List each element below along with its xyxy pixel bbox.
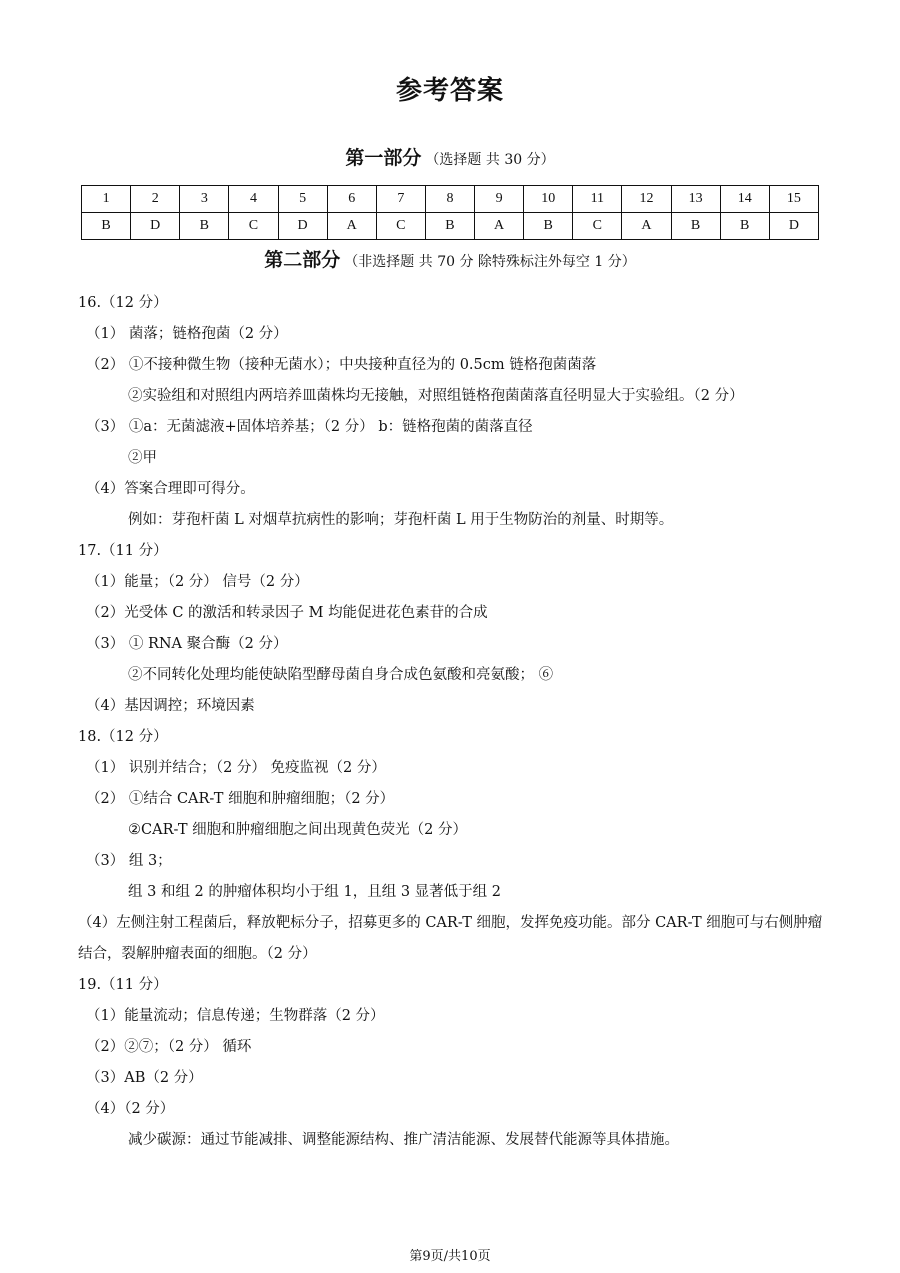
answer-line: ②不同转化处理均能使缺陷型酵母菌自身合成色氨酸和亮氨酸； ⑥ bbox=[128, 667, 554, 683]
question-number: 10 bbox=[524, 186, 573, 213]
answer-cell: B bbox=[524, 213, 573, 240]
part2-heading bbox=[0, 245, 900, 272]
part1-note: （选择题 共 30 分） bbox=[425, 152, 555, 168]
part2-title: 第二部分 bbox=[264, 249, 341, 271]
answer-line: （1） 识别并结合；（2 分） 免疫监视（2 分） bbox=[86, 760, 386, 776]
answer-cell: B bbox=[180, 213, 229, 240]
answer-cell: D bbox=[131, 213, 180, 240]
question-number: 9 bbox=[475, 186, 524, 213]
question-heading: 18.（12 分） bbox=[78, 729, 168, 745]
part2-note: （非选择题 共 70 分 除特殊标注外每空 1 分） bbox=[344, 254, 636, 270]
answer-line: （3） 组 3； bbox=[86, 853, 172, 869]
question-number: 1 bbox=[82, 186, 131, 213]
answer-line: （1）能量；（2 分） 信号（2 分） bbox=[86, 574, 309, 590]
question-heading: 17.（11 分） bbox=[78, 543, 168, 559]
answer-cell: B bbox=[425, 213, 474, 240]
question-number: 12 bbox=[622, 186, 671, 213]
answer-line: （2）光受体 C 的激活和转录因子 M 均能促进花色素苷的合成 bbox=[86, 605, 488, 621]
answer-line: （2） ①结合 CAR-T 细胞和肿瘤细胞；（2 分） bbox=[86, 791, 395, 807]
answer-cell: C bbox=[573, 213, 622, 240]
answer-line: 减少碳源：通过节能减排、调整能源结构、推广清洁能源、发展替代能源等具体措施。 bbox=[128, 1132, 679, 1148]
answer-cell: B bbox=[720, 213, 769, 240]
answer-table-number-row bbox=[82, 186, 819, 213]
answer-line: ②实验组和对照组内两培养皿菌株均无接触，对照组链格孢菌菌落直径明显大于实验组。（2 分） bbox=[128, 388, 744, 404]
question-number: 13 bbox=[671, 186, 720, 213]
answer-cell: C bbox=[229, 213, 278, 240]
answer-cell: B bbox=[82, 213, 131, 240]
question-number: 8 bbox=[425, 186, 474, 213]
answer-body bbox=[78, 288, 823, 1156]
answer-line: （4）基因调控；环境因素 bbox=[86, 698, 255, 714]
question-number: 11 bbox=[573, 186, 622, 213]
answer-line: 组 3 和组 2 的肿瘤体积均小于组 1，且组 3 显著低于组 2 bbox=[128, 884, 501, 900]
answer-cell: A bbox=[475, 213, 524, 240]
question-number: 15 bbox=[769, 186, 818, 213]
question-heading: 19.（11 分） bbox=[78, 977, 168, 993]
part1-title: 第一部分 bbox=[345, 147, 422, 169]
question-heading: 16.（12 分） bbox=[78, 295, 168, 311]
question-number: 3 bbox=[180, 186, 229, 213]
answer-cell: C bbox=[376, 213, 425, 240]
answer-line: （2）②⑦；（2 分） 循环 bbox=[86, 1039, 252, 1055]
answer-cell: D bbox=[278, 213, 327, 240]
answer-line: （3） ①a：无菌滤液+固体培养基；（2 分） b：链格孢菌的菌落直径 bbox=[86, 419, 533, 435]
answer-cell: D bbox=[769, 213, 818, 240]
question-number: 14 bbox=[720, 186, 769, 213]
page-footer: 第9页/共10页 bbox=[409, 1249, 491, 1264]
answer-line: ②CAR-T 细胞和肿瘤细胞之间出现黄色荧光（2 分） bbox=[128, 822, 467, 838]
answer-table bbox=[81, 185, 819, 240]
answer-line: （1） 菌落；链格孢菌（2 分） bbox=[86, 326, 288, 342]
answer-line: （3）AB（2 分） bbox=[86, 1070, 203, 1086]
question-number: 7 bbox=[376, 186, 425, 213]
question-number: 6 bbox=[327, 186, 376, 213]
answer-line: （4）答案合理即可得分。 bbox=[86, 481, 255, 497]
answer-line: （3） ① RNA 聚合酶（2 分） bbox=[86, 636, 288, 652]
answer-line: ②甲 bbox=[128, 450, 157, 466]
answer-paragraph: （4）左侧注射工程菌后，释放靶标分子，招募更多的 CAR-T 细胞，发挥免疫功能。部分 CAR-T 细胞可与右侧肿瘤结合，裂解肿瘤表面的细胞。（2 分） bbox=[78, 915, 823, 962]
answer-line: （4）（2 分） bbox=[86, 1101, 175, 1117]
question-number: 2 bbox=[131, 186, 180, 213]
answer-line: （1）能量流动；信息传递；生物群落（2 分） bbox=[86, 1008, 385, 1024]
answer-table-answer-row bbox=[82, 213, 819, 240]
question-number: 5 bbox=[278, 186, 327, 213]
answer-cell: A bbox=[622, 213, 671, 240]
answer-line: 例如：芽孢杆菌 L 对烟草抗病性的影响；芽孢杆菌 L 用于生物防治的剂量、时期等。 bbox=[128, 512, 674, 528]
page-title: 参考答案 bbox=[395, 76, 504, 106]
answer-cell: A bbox=[327, 213, 376, 240]
question-number: 4 bbox=[229, 186, 278, 213]
answer-cell: B bbox=[671, 213, 720, 240]
answer-line: （2） ①不接种微生物（接种无菌水）；中央接种直径为的 0.5cm 链格孢菌菌落 bbox=[86, 357, 597, 373]
part1-heading bbox=[0, 143, 900, 170]
